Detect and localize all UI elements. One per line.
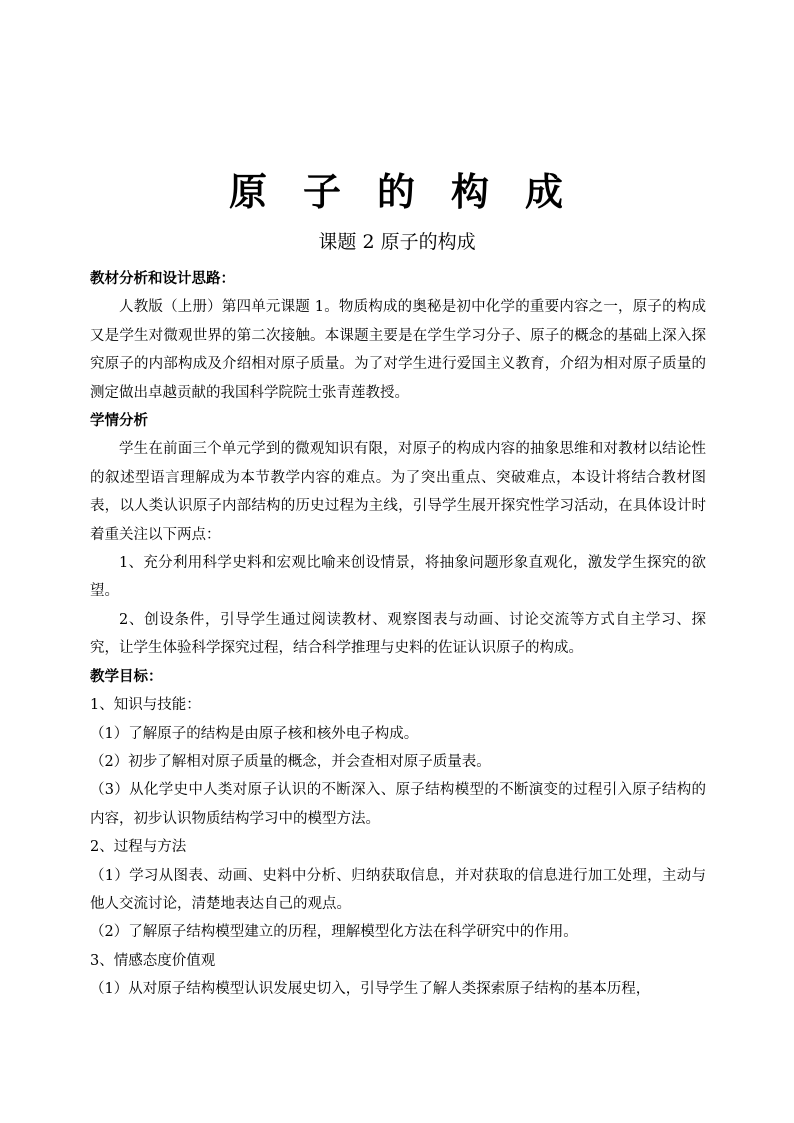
goal-1-item: （2）初步了解相对原子质量的概念，并会查相对原子质量表。 — [90, 753, 491, 770]
goal-2-title: 2、过程与方法 — [90, 839, 187, 856]
document-body — [90, 265, 706, 1004]
goals-heading: 教学目标： — [90, 668, 163, 685]
title-char: 成 — [525, 170, 566, 214]
goal-1-title: 1、知识与技能： — [90, 697, 201, 714]
goal-1-item: （1）了解原子的结构是由原子核和核外电子构成。 — [90, 725, 419, 742]
title-char: 的 — [376, 170, 417, 214]
title-char: 构 — [451, 170, 492, 214]
goal-2-item: （2）了解原子结构模型建立的历程，理解模型化方法在科学研究中的作用。 — [90, 924, 578, 941]
situation-heading: 学情分析 — [90, 413, 148, 430]
title-char: 原 — [228, 170, 269, 214]
goal-2-item: （1）学习从图表、动画、史料中分析、归纳获取信息，并对获取的信息进行加工处理，主动与他人交流讨论，清楚地表达自己的观点。 — [90, 867, 706, 912]
goal-3-title: 3、情感态度价值观 — [90, 952, 216, 969]
title-char: 子 — [302, 170, 343, 214]
page-title — [0, 162, 794, 222]
analysis-heading: 教材分析和设计思路： — [90, 271, 235, 287]
page-subtitle: 课题 2 原子的构成 — [318, 231, 476, 253]
analysis-paragraph: 人教版（上册）第四单元课题 1。物质构成的奥秘是初中化学的重要内容之一，原子的构成又是学生对微观世界的第二次接触。本课题主要是在学生学习分子、原子的概念的基础上深入探究原子的内部构成及介绍相对原子质量。为了对学生进行爱国主义教育，介绍为相对原子质量的测定做出卓越贡献的我国科学院院士张青莲教授。 — [90, 299, 706, 401]
situation-point-1: 1、充分利用科学史料和宏观比喻来创设情景，将抽象问题形象直观化，激发学生探究的欲望。 — [90, 555, 706, 600]
goal-1-item: （3）从化学史中人类对原子认识的不断深入、原子结构模型的不断演变的过程引入原子结构的内容，初步认识物质结构学习中的模型方法。 — [90, 782, 706, 827]
situation-paragraph: 学生在前面三个单元学到的微观知识有限，对原子的构成内容的抽象思维和对教材以结论性的叙述型语言理解成为本节教学内容的难点。为了突出重点、突破难点，本设计将结合教材图表，以人类认识原子内部结构的历史过程为主线，引导学生展开探究性学习活动，在具体设计时着重关注以下两点： — [90, 441, 706, 543]
goal-3-item: （1）从对原子结构模型认识发展史切入，引导学生了解人类探索原子结构的基本历程， — [90, 981, 651, 998]
situation-point-2: 2、创设条件，引导学生通过阅读教材、观察图表与动画、讨论交流等方式自主学习、探究，让学生体验科学探究过程，结合科学推理与史料的佐证认识原子的构成。 — [90, 611, 706, 657]
